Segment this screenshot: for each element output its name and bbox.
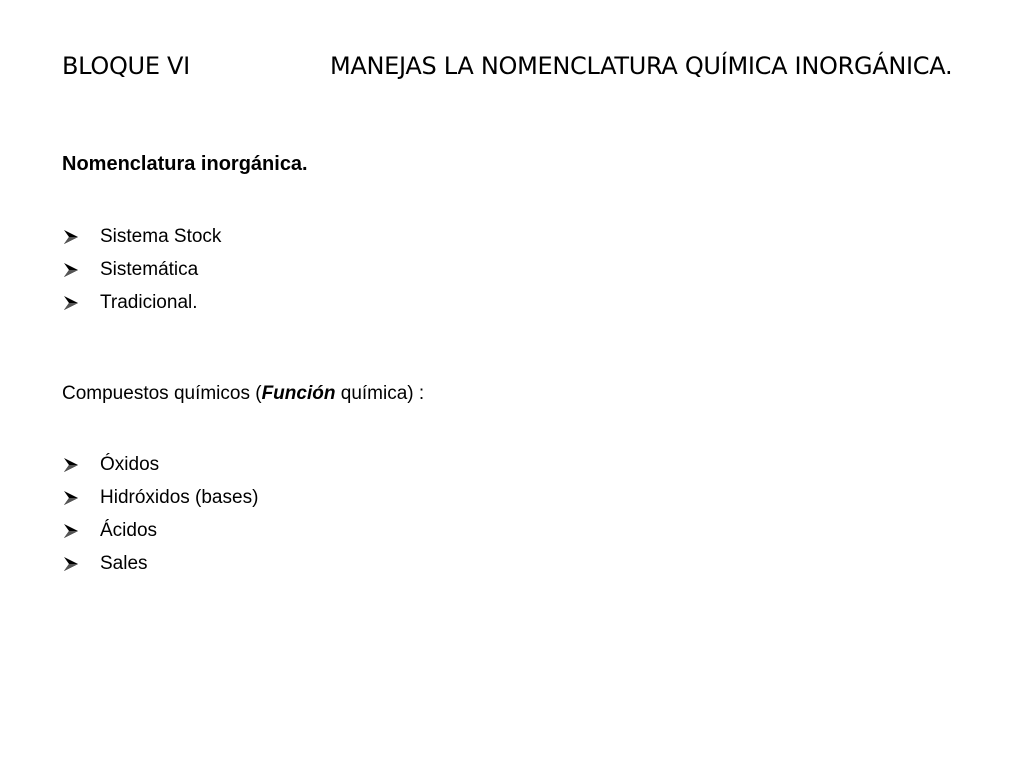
list-item xyxy=(62,253,221,286)
arrow-bullet-icon xyxy=(62,489,80,507)
list-item-label: Sales xyxy=(100,552,148,574)
list-item-label: Hidróxidos (bases) xyxy=(100,486,259,508)
list-item xyxy=(62,547,258,580)
compounds-list xyxy=(62,448,258,580)
arrow-bullet-icon xyxy=(62,555,80,573)
arrow-bullet-icon xyxy=(62,522,80,540)
list-item xyxy=(62,514,258,547)
slide-header xyxy=(62,52,1002,92)
nomenclature-systems-list xyxy=(62,220,221,319)
list-item xyxy=(62,448,258,481)
list-item xyxy=(62,481,258,514)
list-item-label: Óxidos xyxy=(100,453,160,475)
list-item-label: Sistema Stock xyxy=(100,225,222,247)
block-label: BLOQUE VI xyxy=(62,52,190,80)
list-item xyxy=(62,220,221,253)
block-title: MANEJAS LA NOMENCLATURA QUÍMICA INORGÁNICA. xyxy=(330,52,953,80)
arrow-bullet-icon xyxy=(62,261,80,279)
compounds-heading-suffix: química) : xyxy=(335,383,425,404)
list-item-label: Tradicional. xyxy=(100,291,198,313)
list-item-label: Ácidos xyxy=(100,519,158,541)
list-item-label: Sistemática xyxy=(100,258,199,280)
arrow-bullet-icon xyxy=(62,228,80,246)
compounds-heading-prefix: Compuestos químicos ( xyxy=(62,383,262,404)
section-heading: Nomenclatura inorgánica. xyxy=(62,153,308,175)
compounds-heading-emphasis: Función xyxy=(261,383,336,404)
compounds-heading xyxy=(62,383,424,405)
arrow-bullet-icon xyxy=(62,456,80,474)
list-item xyxy=(62,286,221,319)
arrow-bullet-icon xyxy=(62,294,80,312)
